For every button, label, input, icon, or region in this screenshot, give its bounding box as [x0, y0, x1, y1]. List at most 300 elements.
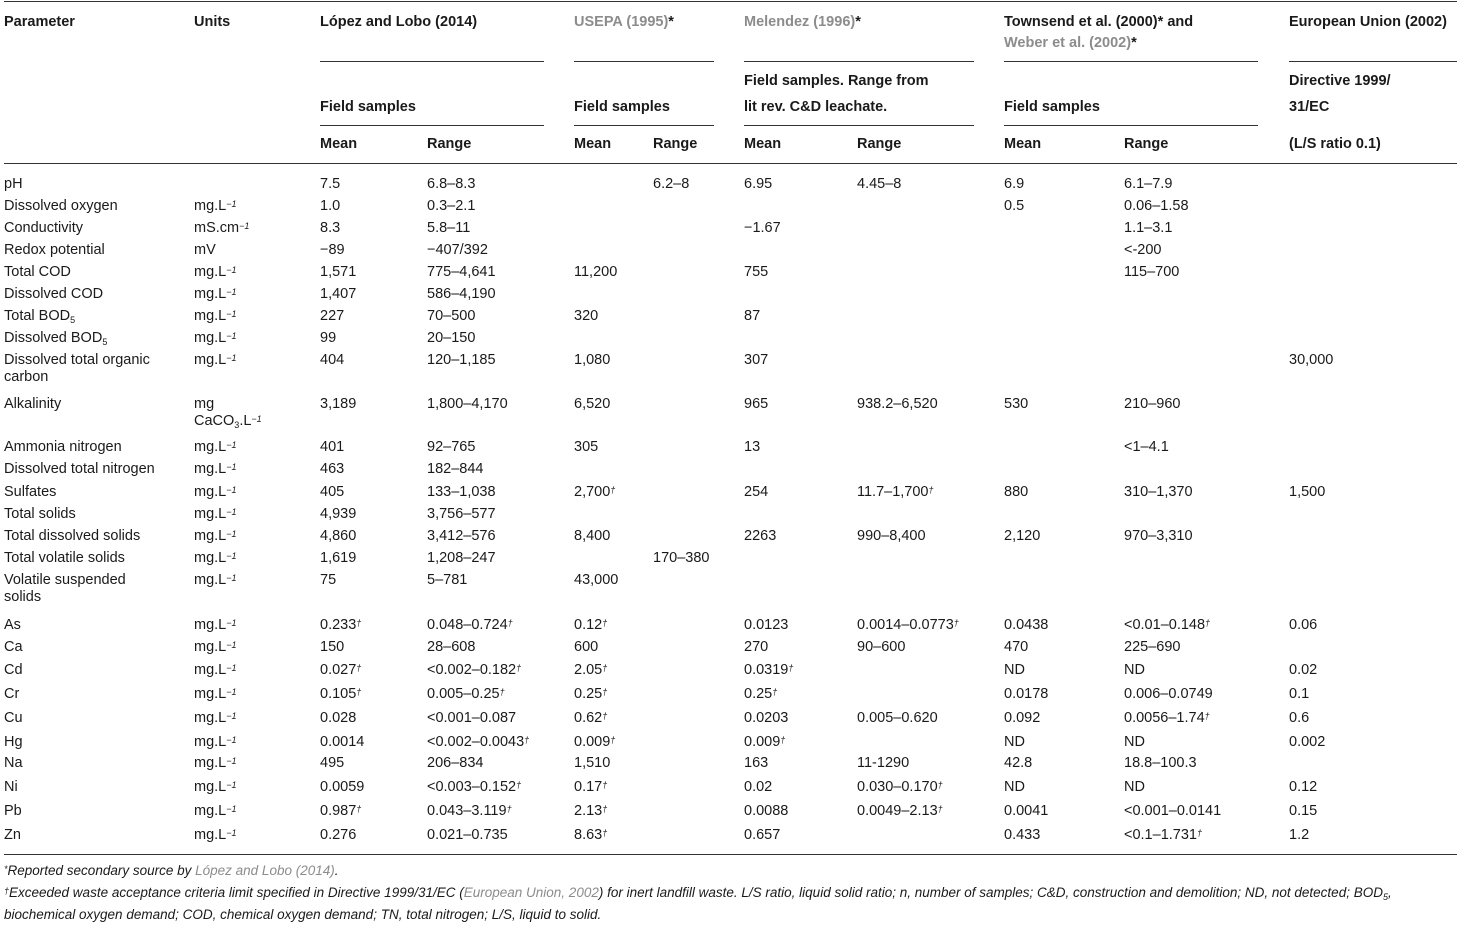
value-text: 20–150 — [427, 330, 476, 346]
value-dtoc-mm — [744, 352, 768, 369]
param-label: Cd — [4, 662, 23, 678]
value-text: 2.05 — [574, 662, 603, 678]
value-amm-tr — [1124, 439, 1169, 456]
unit-exponent: −1 — [226, 287, 237, 297]
value-alk-lm — [320, 396, 356, 413]
value-Na-lm — [320, 755, 344, 772]
unit-tds — [194, 528, 237, 546]
value-text: 0.021–0.735 — [427, 827, 508, 843]
value-Hg-um — [574, 734, 615, 752]
value-text: 6.2–8 — [653, 176, 690, 192]
value-text: 8.63 — [574, 827, 603, 843]
value-text: 11.7–1,700 — [857, 484, 929, 500]
col-melendez-range: Range — [857, 136, 902, 152]
value-Cu-lm — [320, 710, 356, 727]
dagger-mark: † — [610, 485, 616, 495]
value-tbod-lr — [427, 308, 475, 325]
dagger-mark: † — [356, 687, 362, 697]
value-Ni-mr — [857, 779, 943, 797]
value-Zn-um — [574, 827, 607, 845]
param-vss — [4, 572, 126, 606]
value-text: 11-1290 — [857, 755, 910, 771]
value-pH-lm — [320, 176, 340, 193]
value-text: 0.027 — [320, 662, 357, 678]
value-text: 0.006–0.0749 — [1124, 686, 1213, 702]
value-Cr-um — [574, 686, 607, 704]
value-Pb-lr — [427, 803, 512, 821]
value-text: 965 — [744, 396, 769, 412]
value-Na-mm — [744, 755, 768, 772]
dagger-mark: † — [516, 663, 522, 673]
value-text: 6,520 — [574, 396, 611, 412]
header-usepa — [574, 14, 674, 30]
unit-text: mg.L — [194, 550, 227, 566]
value-text: 270 — [744, 639, 769, 655]
value-text: 0.0123 — [744, 617, 789, 633]
value-Cu-lr — [427, 710, 516, 727]
value-text: 0.009 — [744, 734, 781, 750]
subheader-usepa-field: Field samples — [574, 99, 670, 115]
table-bottom-rule — [4, 854, 1457, 855]
value-text: 4,860 — [320, 528, 357, 544]
param-label: Total COD — [4, 264, 71, 280]
value-text: 0.002 — [1289, 734, 1326, 750]
value-text: 163 — [744, 755, 769, 771]
param-redox — [4, 242, 105, 259]
value-text: 227 — [320, 308, 345, 324]
unit-dcod — [194, 286, 237, 304]
dagger-mark: † — [356, 804, 362, 814]
value-tds-tr — [1124, 528, 1193, 545]
value-Cd-tr — [1124, 662, 1145, 679]
value-Cr-lr — [427, 686, 505, 704]
value-text: 13 — [744, 439, 761, 455]
value-text: 0.0088 — [744, 803, 789, 819]
dagger-mark: † — [602, 780, 608, 790]
value-text: 4,939 — [320, 506, 357, 522]
value-dtoc-um — [574, 352, 610, 369]
rule-townsend — [1004, 61, 1258, 62]
value-text: 0.105 — [320, 686, 357, 702]
dagger-mark: † — [1196, 828, 1202, 838]
param-label: Total dissolved solids — [4, 528, 141, 544]
param-Cu — [4, 710, 23, 727]
unit-exponent: −1 — [226, 618, 237, 628]
unit-text: CaCO — [194, 413, 235, 429]
unit-tcod — [194, 264, 237, 282]
header-parameter: Parameter — [4, 14, 75, 30]
value-text: 42.8 — [1004, 755, 1033, 771]
unit-As — [194, 617, 237, 635]
value-text: 0.0178 — [1004, 686, 1049, 702]
value-do-lr — [427, 198, 475, 215]
footnote-2-text-a: Exceeded waste acceptance criteria limit specified in Directive 1999/31/EC ( — [9, 885, 464, 900]
value-dtoc-lm — [320, 352, 344, 369]
unit-exponent: −1 — [226, 780, 237, 790]
unit-exponent: −1 — [251, 414, 262, 424]
unit-text: mg.L — [194, 639, 227, 655]
value-text: 0.62 — [574, 710, 603, 726]
unit-exponent: −1 — [226, 440, 237, 450]
unit-Zn — [194, 827, 237, 845]
value-text: <-200 — [1124, 242, 1162, 258]
unit-exponent: −1 — [226, 711, 237, 721]
value-text: 1,080 — [574, 352, 611, 368]
footnote-2-text-c: , — [1387, 885, 1392, 900]
value-text: <0.1–1.731 — [1124, 827, 1197, 843]
unit-Ni — [194, 779, 237, 797]
value-text: 1.2 — [1289, 827, 1310, 843]
value-Ni-lr — [427, 779, 521, 797]
rule2-lopez — [320, 125, 544, 126]
dagger-mark: † — [602, 804, 608, 814]
value-text: 0.15 — [1289, 803, 1318, 819]
footnote-3: biochemical oxygen demand; COD, chemical oxygen demand; TN, total nitrogen; L/S, liquid to solid. — [4, 907, 602, 922]
usepa-ref[interactable]: USEPA (1995) — [574, 14, 669, 30]
dagger-mark: † — [356, 663, 362, 673]
value-tbod-lm — [320, 308, 344, 325]
unit-Hg — [194, 734, 237, 752]
value-text: 8,400 — [574, 528, 611, 544]
unit-exponent: −1 — [226, 804, 237, 814]
unit-Cd — [194, 662, 237, 680]
value-Ni-um — [574, 779, 607, 797]
unit-exponent: −1 — [226, 265, 237, 275]
value-Na-tr — [1124, 755, 1197, 772]
subheader-eu-2: 31/EC — [1289, 99, 1330, 115]
value-amm-lr — [427, 439, 475, 456]
value-Pb-um — [574, 803, 607, 821]
value-text: 0.043–3.119 — [427, 803, 507, 819]
param-sulf — [4, 484, 56, 501]
param-label: Sulfates — [4, 484, 57, 500]
townsend-ref: Townsend et al. (2000) — [1004, 14, 1158, 30]
dagger-mark: † — [499, 687, 505, 697]
value-text: 0.02 — [744, 779, 773, 795]
value-text: 70–500 — [427, 308, 476, 324]
value-text: 0.005–0.25 — [427, 686, 500, 702]
unit-text: mg.L — [194, 662, 227, 678]
melendez-ref[interactable]: Melendez (1996) — [744, 14, 856, 30]
unit-text: mg.L — [194, 528, 227, 544]
value-text: 1.0 — [320, 198, 341, 214]
value-text: 2263 — [744, 528, 777, 544]
dagger-mark: † — [928, 485, 934, 495]
unit-text: mg.L — [194, 506, 227, 522]
value-text: 90–600 — [857, 639, 906, 655]
value-As-eu — [1289, 617, 1317, 634]
value-tvs-lr — [427, 550, 496, 567]
unit-exponent: −1 — [239, 221, 250, 231]
value-text: 0.5 — [1004, 198, 1025, 214]
value-alk-um — [574, 396, 610, 413]
value-As-lr — [427, 617, 513, 635]
unit-dtn — [194, 461, 237, 479]
value-text: 0.1 — [1289, 686, 1310, 702]
param-tvs — [4, 550, 125, 567]
unit-text: mg.L — [194, 803, 227, 819]
value-dcod-lm — [320, 286, 356, 303]
value-text: <0.003–0.152 — [427, 779, 517, 795]
dagger-mark: † — [610, 735, 616, 745]
footnote-1-mark: * — [4, 864, 8, 874]
subheader-eu-1: Directive 1999/ — [1289, 73, 1391, 89]
rule2-usepa — [574, 125, 714, 126]
unit-redox — [194, 242, 216, 259]
value-text: 0.02 — [1289, 662, 1318, 678]
value-vss-um — [574, 572, 618, 589]
value-text: ND — [1124, 662, 1145, 678]
unit-Cr — [194, 686, 237, 704]
unit-text: mV — [194, 242, 216, 258]
header-weber — [1004, 35, 1137, 51]
unit-text: mS.cm — [194, 220, 240, 236]
param-cond — [4, 220, 83, 237]
unit-text: mg — [194, 396, 215, 412]
unit-text: mg.L — [194, 484, 227, 500]
value-Ca-mr — [857, 639, 905, 656]
value-text: 170–380 — [653, 550, 710, 566]
rule-eu — [1289, 61, 1457, 62]
value-Zn-tm — [1004, 827, 1040, 844]
value-text: 0.17 — [574, 779, 603, 795]
param-As — [4, 617, 21, 634]
value-Cd-lm — [320, 662, 361, 680]
value-text: 18.8–100.3 — [1124, 755, 1197, 771]
unit-exponent: −1 — [226, 485, 237, 495]
unit-exponent: −1 — [226, 529, 237, 539]
value-tvs-ur — [653, 550, 709, 567]
footnote-1-ref[interactable]: López and Lobo (2014) — [195, 863, 335, 878]
value-text: 0.0014–0.0773 — [857, 617, 954, 633]
value-tds-mm — [744, 528, 776, 545]
value-sulf-mm — [744, 484, 768, 501]
value-Pb-eu — [1289, 803, 1317, 820]
param-label: Na — [4, 755, 23, 771]
value-ts-lm — [320, 506, 356, 523]
value-pH-tr — [1124, 176, 1172, 193]
value-Cr-mm — [744, 686, 777, 704]
unit-vss — [194, 572, 237, 590]
value-text: 775–4,641 — [427, 264, 496, 280]
value-text: 755 — [744, 264, 769, 280]
value-Na-tm — [1004, 755, 1032, 772]
value-do-tr — [1124, 198, 1189, 215]
value-text: 463 — [320, 461, 345, 477]
usepa-star: * — [668, 14, 674, 30]
value-text: 0.657 — [744, 827, 781, 843]
dagger-mark: † — [602, 618, 608, 628]
col-townsend-range: Range — [1124, 136, 1169, 152]
value-text: 1.1–3.1 — [1124, 220, 1173, 236]
value-text: 6.8–8.3 — [427, 176, 476, 192]
param-dcod — [4, 286, 103, 303]
unit-exponent: −1 — [226, 331, 237, 341]
value-text: 2.13 — [574, 803, 603, 819]
value-text: −407/392 — [427, 242, 488, 258]
value-text: 3,756–577 — [427, 506, 496, 522]
value-Cr-lm — [320, 686, 361, 704]
value-text: 1,510 — [574, 755, 611, 771]
param-label: Total solids — [4, 506, 76, 522]
value-text: 0.009 — [574, 734, 611, 750]
value-Na-lr — [427, 755, 483, 772]
value-text: 3,412–576 — [427, 528, 496, 544]
value-text: 880 — [1004, 484, 1029, 500]
value-text: 310–1,370 — [1124, 484, 1193, 500]
value-text: <0.01–0.148 — [1124, 617, 1206, 633]
weber-ref[interactable]: Weber et al. (2002) — [1004, 35, 1132, 51]
value-alk-mm — [744, 396, 768, 413]
unit-text: mg.L — [194, 710, 227, 726]
param-Ni — [4, 779, 18, 796]
value-text: 6.95 — [744, 176, 773, 192]
param-Pb — [4, 803, 22, 820]
value-Pb-mm — [744, 803, 788, 820]
value-Hg-eu — [1289, 734, 1325, 751]
unit-text: mg.L — [194, 734, 227, 750]
value-redox-lr — [427, 242, 488, 259]
value-text: <0.002–0.0043 — [427, 734, 525, 750]
param-tbod — [4, 308, 75, 326]
value-Cr-tm — [1004, 686, 1048, 703]
unit-text: mg.L — [194, 352, 227, 368]
value-text: 120–1,185 — [427, 352, 496, 368]
unit-subscript: 3 — [234, 420, 240, 430]
value-text: −89 — [320, 242, 345, 258]
value-pH-mr — [857, 176, 901, 193]
value-text: 5.8–11 — [427, 220, 471, 236]
value-text: 0.12 — [1289, 779, 1318, 795]
value-tcod-tr — [1124, 264, 1179, 281]
table-top-rule — [4, 1, 1457, 2]
header-units: Units — [194, 14, 231, 30]
value-text: 11,200 — [574, 264, 618, 280]
dagger-mark: † — [507, 618, 513, 628]
param-label: Cu — [4, 710, 23, 726]
value-sulf-tm — [1004, 484, 1028, 501]
value-text: 28–608 — [427, 639, 476, 655]
unit-exponent: −1 — [226, 507, 237, 517]
unit-exponent: −1 — [226, 756, 237, 766]
param-ts — [4, 506, 76, 523]
value-text: 1,500 — [1289, 484, 1326, 500]
value-pH-mm — [744, 176, 772, 193]
subheader-melendez-2: lit rev. C&D leachate. — [744, 99, 888, 115]
value-cond-lr — [427, 220, 470, 237]
value-text: 495 — [320, 755, 345, 771]
value-dtn-lr — [427, 461, 483, 478]
value-dcod-lr — [427, 286, 496, 303]
value-Cu-mr — [857, 710, 938, 727]
value-Pb-lm — [320, 803, 361, 821]
value-text: ND — [1004, 734, 1025, 750]
unit-exponent: −1 — [226, 462, 237, 472]
value-text: 6.9 — [1004, 176, 1025, 192]
value-text: 0.6 — [1289, 710, 1310, 726]
value-sulf-eu — [1289, 484, 1325, 501]
value-Cd-lr — [427, 662, 521, 680]
value-Ni-eu — [1289, 779, 1317, 796]
value-text: 0.0438 — [1004, 617, 1049, 633]
param-pH — [4, 176, 23, 193]
dagger-mark: † — [772, 687, 778, 697]
value-Pb-tr — [1124, 803, 1221, 820]
unit-text: mg.L — [194, 827, 227, 843]
rule-melendez — [744, 61, 974, 62]
value-dtoc-lr — [427, 352, 496, 369]
value-text: 3,189 — [320, 396, 357, 412]
param-dtn — [4, 461, 155, 478]
value-Cr-eu — [1289, 686, 1309, 703]
subheader-melendez-1: Field samples. Range from — [744, 73, 929, 89]
dagger-mark: † — [602, 687, 608, 697]
value-text: 0.0203 — [744, 710, 789, 726]
value-cond-tr — [1124, 220, 1172, 237]
value-Na-um — [574, 755, 610, 772]
value-Ni-mm — [744, 779, 772, 796]
param-label: Conductivity — [4, 220, 83, 236]
value-text: 0.028 — [320, 710, 357, 726]
param-label: Ammonia nitrogen — [4, 439, 122, 455]
value-text: 0.25 — [574, 686, 603, 702]
value-alk-lr — [427, 396, 508, 413]
value-tcod-um — [574, 264, 617, 281]
value-Ca-lr — [427, 639, 475, 656]
value-Pb-tm — [1004, 803, 1048, 820]
dagger-mark: † — [506, 804, 512, 814]
value-text: 0.030–0.170 — [857, 779, 938, 795]
value-Zn-tr — [1124, 827, 1202, 845]
dagger-mark: † — [780, 735, 786, 745]
value-text: 320 — [574, 308, 599, 324]
value-text: ND — [1004, 779, 1025, 795]
param-label: carbon — [4, 369, 49, 385]
header-townsend — [1004, 14, 1193, 30]
unit-tvs — [194, 550, 237, 568]
unit-ts — [194, 506, 237, 524]
value-Cd-eu — [1289, 662, 1317, 679]
unit-text: mg.L — [194, 779, 227, 795]
unit-exponent: −1 — [226, 309, 237, 319]
value-text: 0.0014 — [320, 734, 365, 750]
value-text: 0.233 — [320, 617, 357, 633]
value-text: 150 — [320, 639, 345, 655]
value-text: 401 — [320, 439, 345, 455]
footnote-2-ref[interactable]: European Union, 2002 — [463, 885, 599, 900]
footnote-2-mark: † — [4, 886, 10, 896]
subheader-lopez-field: Field samples — [320, 99, 416, 115]
value-text: 7.5 — [320, 176, 341, 192]
unit-exponent: −1 — [226, 735, 237, 745]
value-redox-tr — [1124, 242, 1162, 259]
value-text: 0.276 — [320, 827, 357, 843]
col-usepa-mean: Mean — [574, 136, 612, 152]
value-text: 75 — [320, 572, 337, 588]
value-text: 2,700 — [574, 484, 611, 500]
unit-text: mg.L — [194, 755, 227, 771]
melendez-star: * — [855, 14, 861, 30]
value-text: <0.001–0.087 — [427, 710, 517, 726]
value-text: 115–700 — [1124, 264, 1180, 280]
value-text: 0.06 — [1289, 617, 1318, 633]
value-cond-mm — [744, 220, 781, 237]
header-eu: European Union (2002) — [1289, 14, 1447, 30]
value-Ca-tm — [1004, 639, 1028, 656]
value-tcod-lm — [320, 264, 356, 281]
value-Cr-tr — [1124, 686, 1213, 703]
param-label: Ni — [4, 779, 18, 795]
